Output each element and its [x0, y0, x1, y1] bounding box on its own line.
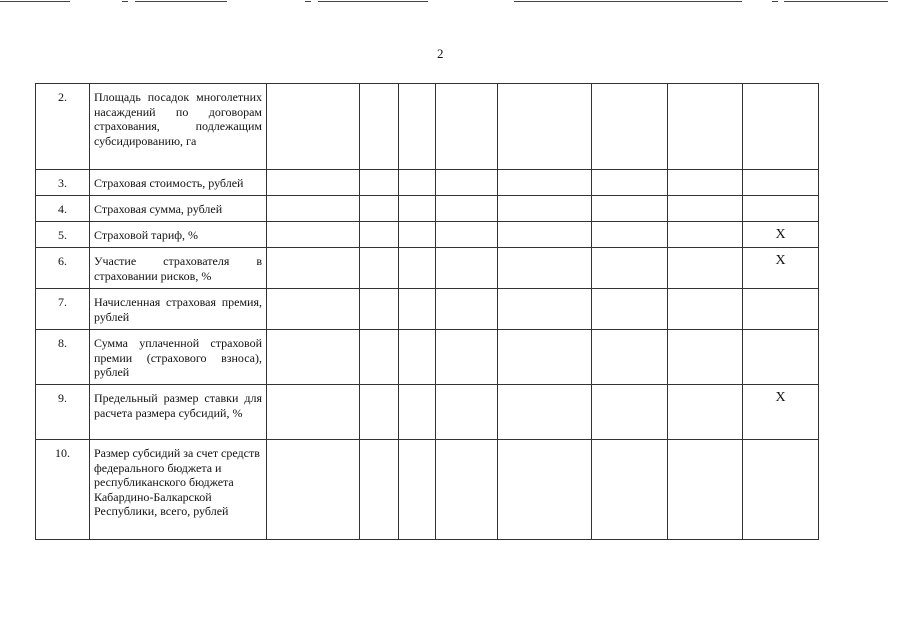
empty-cell	[399, 440, 436, 540]
empty-cell	[668, 196, 743, 222]
x-mark-cell	[743, 440, 819, 540]
empty-cell	[668, 170, 743, 196]
row-label: Страховой тариф, %	[90, 222, 267, 248]
empty-cell	[267, 440, 360, 540]
empty-cell	[436, 440, 498, 540]
row-number: 5.	[36, 222, 90, 248]
empty-cell	[267, 222, 360, 248]
table-row	[36, 84, 819, 170]
empty-cell	[360, 170, 399, 196]
empty-cell	[360, 248, 399, 289]
row-number: 4.	[36, 196, 90, 222]
page-number: 2	[437, 46, 444, 61]
empty-cell	[668, 289, 743, 330]
table-row	[36, 248, 819, 289]
empty-cell	[668, 84, 743, 170]
header-rule	[0, 1, 70, 2]
empty-cell	[399, 84, 436, 170]
empty-cell	[399, 222, 436, 248]
empty-cell	[436, 248, 498, 289]
header-rule	[784, 1, 888, 2]
empty-cell	[267, 170, 360, 196]
empty-cell	[498, 248, 592, 289]
empty-cell	[436, 330, 498, 385]
subsidy-table	[35, 83, 819, 540]
header-rule	[135, 1, 227, 2]
empty-cell	[399, 248, 436, 289]
empty-cell	[436, 289, 498, 330]
empty-cell	[399, 289, 436, 330]
table-row	[36, 196, 819, 222]
empty-cell	[668, 330, 743, 385]
empty-cell	[592, 385, 668, 440]
empty-cell	[360, 440, 399, 540]
header-rule	[318, 1, 428, 2]
empty-cell	[360, 289, 399, 330]
row-label: Площадь посадок многолетних насаждений по договорам страхования, подлежащим субсидированию, га	[90, 84, 267, 170]
empty-cell	[498, 385, 592, 440]
x-mark-cell	[743, 330, 819, 385]
x-mark-cell	[743, 84, 819, 170]
empty-cell	[498, 196, 592, 222]
header-rule	[122, 1, 128, 2]
table-row	[36, 289, 819, 330]
empty-cell	[668, 248, 743, 289]
table-row	[36, 385, 819, 440]
empty-cell	[498, 289, 592, 330]
empty-cell	[592, 84, 668, 170]
row-number: 3.	[36, 170, 90, 196]
empty-cell	[668, 385, 743, 440]
empty-cell	[360, 330, 399, 385]
empty-cell	[267, 248, 360, 289]
header-rule	[514, 1, 742, 2]
empty-cell	[360, 196, 399, 222]
row-label: Размер субсидий за счет средств федерального бюджета и республиканского бюджета Кабардино-Балкарской Республики, всего, рублей	[90, 440, 267, 540]
empty-cell	[436, 222, 498, 248]
row-number: 2.	[36, 84, 90, 170]
x-mark-cell	[743, 196, 819, 222]
empty-cell	[360, 222, 399, 248]
empty-cell	[592, 248, 668, 289]
x-mark-cell: X	[743, 248, 819, 289]
empty-cell	[436, 84, 498, 170]
empty-cell	[498, 84, 592, 170]
empty-cell	[592, 289, 668, 330]
row-label: Страховая стоимость, рублей	[90, 170, 267, 196]
empty-cell	[399, 196, 436, 222]
x-mark-cell	[743, 289, 819, 330]
empty-cell	[267, 196, 360, 222]
empty-cell	[668, 440, 743, 540]
row-label: Страховая сумма, рублей	[90, 196, 267, 222]
empty-cell	[267, 289, 360, 330]
empty-cell	[498, 170, 592, 196]
row-number: 10.	[36, 440, 90, 540]
row-label: Начисленная страховая премия, рублей	[90, 289, 267, 330]
empty-cell	[360, 385, 399, 440]
header-rule	[305, 1, 311, 2]
table-row	[36, 170, 819, 196]
row-number: 9.	[36, 385, 90, 440]
x-mark-cell: X	[743, 385, 819, 440]
empty-cell	[498, 222, 592, 248]
header-rule	[772, 1, 778, 2]
empty-cell	[592, 222, 668, 248]
row-number: 6.	[36, 248, 90, 289]
empty-cell	[592, 330, 668, 385]
x-mark-cell: X	[743, 222, 819, 248]
empty-cell	[267, 330, 360, 385]
empty-cell	[360, 84, 399, 170]
empty-cell	[668, 222, 743, 248]
empty-cell	[592, 440, 668, 540]
empty-cell	[267, 385, 360, 440]
empty-cell	[436, 196, 498, 222]
table-row	[36, 330, 819, 385]
empty-cell	[498, 330, 592, 385]
row-label: Участие страхователя в страховании рисков, %	[90, 248, 267, 289]
x-mark-cell	[743, 170, 819, 196]
empty-cell	[267, 84, 360, 170]
empty-cell	[592, 196, 668, 222]
empty-cell	[498, 440, 592, 540]
table-row	[36, 440, 819, 540]
empty-cell	[436, 385, 498, 440]
row-label: Предельный размер ставки для расчета размера субсидий, %	[90, 385, 267, 440]
empty-cell	[399, 170, 436, 196]
row-number: 8.	[36, 330, 90, 385]
table-row	[36, 222, 819, 248]
row-label: Сумма уплаченной страховой премии (страхового взноса), рублей	[90, 330, 267, 385]
row-number: 7.	[36, 289, 90, 330]
empty-cell	[436, 170, 498, 196]
empty-cell	[399, 330, 436, 385]
empty-cell	[399, 385, 436, 440]
empty-cell	[592, 170, 668, 196]
